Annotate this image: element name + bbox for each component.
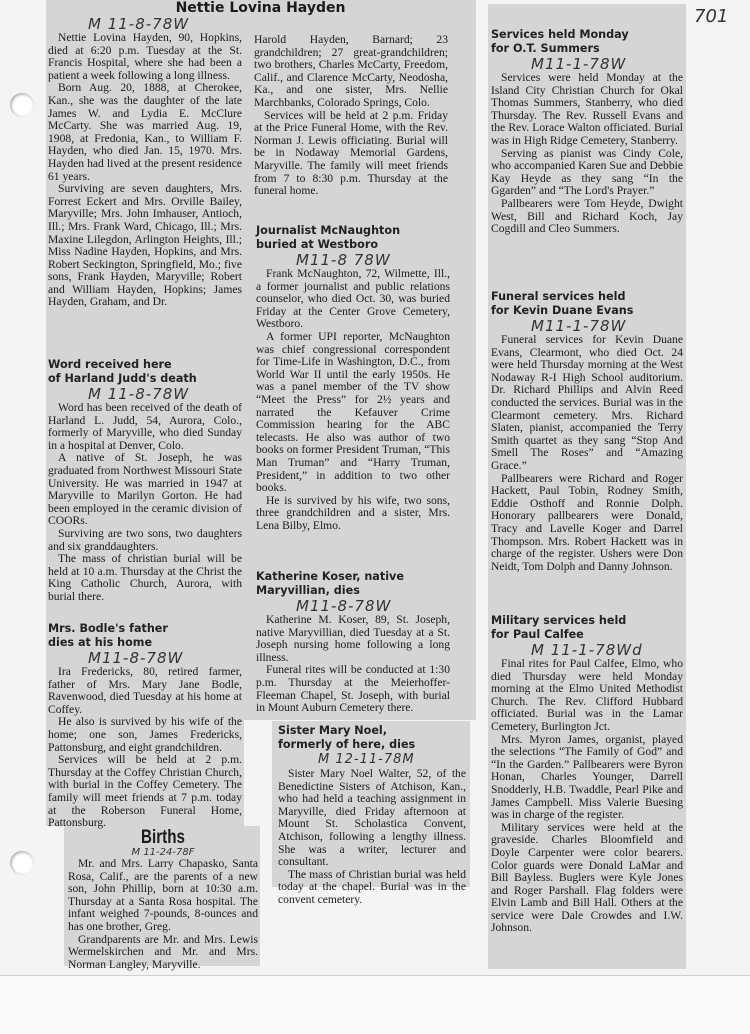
handwritten-note: M 12-11-78M <box>318 752 415 767</box>
article-evans <box>491 290 683 573</box>
paragraph: The mass of Christian burial was held today at the chapel. Burial was in the convent cemetery. <box>278 867 466 906</box>
paragraph: Services were held Monday at the Island City Christian Church for Okal Thomas Summers, Stanberry, who died Thursday. The Rev. Russell Evans and the Rev. Lorace Walton officiated. Burial was in High Ridge Cemetery, Stanberry. <box>491 71 683 147</box>
handwritten-note: M 11-8-78W <box>88 15 190 33</box>
headline: for Paul Calfee <box>491 628 584 641</box>
article-births <box>68 828 258 971</box>
handwritten-note: M 11-1-78Wd <box>531 641 643 659</box>
headline: Military services held <box>491 614 627 627</box>
paragraph: Nettie Lovina Hayden, 90, Hopkins, died at 6:20 p.m. Tuesday at the St. Francis Hospital, where she had been a patient a week following a long illness. <box>48 31 242 82</box>
paragraph: Born Aug. 20, 1888, at Cherokee, Kan., she was the daughter of the late James W. and Lydia E. McClure McCarty. She was married Aug. 19, 1908, at Fredonia, Kan., to William F. Hayden, who died Jan. 15, 1970. Mrs. Hayden had lived at the present residence 61 years. <box>48 81 242 183</box>
headline: for Kevin Duane Evans <box>491 304 634 317</box>
paragraph: Surviving are seven daughters, Mrs. Forrest Eckert and Mrs. Orville Bailey, Maryville; Mrs. John Imhauser, Antioch, Ill.; Mrs. Frank Ward, Chicago, Ill.; Mrs. Maxine Lilegdon, Arlington Heights, Ill.; Miss Nadine Hayden, Hopkins, and Mrs. Robert Seckington, Springfield, Mo.; five sons, Frank Hayden, Maryville; Robert and William Hayden, Hopkins; James Hayden, Graham, and Dr. <box>48 182 242 309</box>
paragraph: Final rites for Paul Calfee, Elmo, who died Thursday were held Monday morning at the Elmo United Methodist Church. The Rev. Clifford Hubbard officiated. Burial was in the Lamar Cemetery, Burlington Jct. <box>491 657 683 733</box>
paragraph: Services will be held at 2 p.m. Friday at the Price Funeral Home, with the Rev. Norman J. Lewis officiating. Burial will be in Nodaway Memorial Gardens, Maryville. The family will meet friends from 7 to 8:30 p.m. Thursday at the funeral home. <box>254 108 448 198</box>
headline: Katherine Koser, native <box>256 570 404 583</box>
article-bodle <box>48 622 242 830</box>
headline: Funeral services held <box>491 290 626 303</box>
paragraph: Military services were held at the graveside. Charles Bloomfield and Doyle Carpenter were color bearers. Color guards were Donald LaMar and Bill Bayless. Buglers were Kyle Jones and Roger Parshall. Flag folders were Elvin Lamb and Bill Hall. Others at the service were Dale Crowdes and I.W. Johnson. <box>491 820 683 935</box>
paragraph: A native of St. Joseph, he was graduated from Northwest Missouri State University. He was married in 1947 at Maryville to Marilyn Gorton. He had been employed in the ceramic division of COORs. <box>48 451 242 528</box>
paragraph: Ira Fredericks, 80, retired farmer, father of Mrs. Mary Jane Bodle, Ravenwood, died Tuesday at his home at Coffey. <box>48 665 242 716</box>
headline: Sister Mary Noel, <box>278 724 388 737</box>
paragraph: He is survived by his wife, two sons, three grandchildren and a sister, Mrs. Lena Bilby, Elmo. <box>256 493 450 532</box>
article-hayden <box>48 16 242 309</box>
headline: buried at Westboro <box>256 238 379 251</box>
headline: dies at his home <box>48 636 153 649</box>
paragraph: Katherine M. Koser, 89, St. Joseph, native Maryvillian, died Tuesday at a St. Joseph nursing home following a long illness. <box>256 613 450 664</box>
headline: for O.T. Summers <box>491 42 600 55</box>
headline: Services held Monday <box>491 28 629 41</box>
handwritten-note: M11-1-78W <box>531 317 627 335</box>
obituary-title: Nettie Lovina Hayden <box>175 0 346 16</box>
headline: of Harland Judd's death <box>48 372 197 385</box>
article-koser <box>256 570 450 715</box>
punch-hole-icon <box>10 851 34 875</box>
paragraph: Pallbearers were Tom Heyde, Dwight West, Bill and Richard Koch, Jay Cogdill and Cleo Summers. <box>491 196 683 236</box>
paragraph: Frank McNaughton, 72, Wilmette, Ill., a former journalist and public relations counselor, who died Oct. 30, was buried Friday at the Center Grove Cemetery, Westboro. <box>256 267 450 331</box>
paragraph: Mrs. Myron James, organist, played the selections “The Family of God” and “In the Garden.” Pallbearers were Byron Honan, Charles Younger, Darrell Snodderly, H.B. Twaddle, Pearl Pike and James Campbell. Miss Valerie Buesing was in charge of the register. <box>491 732 683 822</box>
paragraph: Sister Mary Noel Walter, 52, of the Benedictine Sisters of Atchison, Kan., who had held a teaching assignment in Maryville, died Friday afternoon at Mount St. Scholastica Convent, Atchison, following a lengthy illness. She was a writer, lecturer and consultant. <box>278 767 466 869</box>
paragraph: He also is survived by his wife of the home; one son, James Fredericks, Pattonsburg, and eight grandchildren. <box>48 715 242 754</box>
article-hayden-continued <box>254 34 448 198</box>
article-judd <box>48 358 242 604</box>
headline: Maryvillian, dies <box>256 584 360 597</box>
paragraph: Harold Hayden, Barnard; 23 grandchildren; 27 great-grandchildren; two brothers, Charles McCarty, Freedom, Calif., and Clarence McCarty, Neodosha, Ka., and one sister, Mrs. Nellie Marchbanks, Colorado Springs, Colo. <box>254 33 448 109</box>
headline: formerly of here, dies <box>278 738 416 751</box>
paragraph: Pallbearers were Richard and Roger Hackett, Paul Tobin, Rodney Smith, Eddie Osthoff and Ronnie Dolph. Honorary pallbearers were Donald, Tracy and Lavelle Koger and Darrel Thompson. Mrs. Robert Hackett was in charge of the register. Ushers were Don Neidt, Tom Dolph and Danny Johnson. <box>491 471 683 573</box>
article-noel <box>278 724 466 907</box>
handwritten-note: M11-8-78W <box>88 649 184 667</box>
paragraph: Mr. and Mrs. Larry Chapasko, Santa Rosa, Calif., are the parents of a new son, John Phillip, born at 10:30 a.m. Thursday at a Santa Rosa hospital. The infant weighed 7-pounds, 8-ounces and has one brother, Greg. <box>68 857 258 933</box>
handwritten-note: M 11-24-78F <box>131 847 195 858</box>
punch-hole-icon <box>10 93 34 117</box>
handwritten-note: M11-8-78W <box>296 597 392 615</box>
page-bottom-margin <box>0 975 750 1034</box>
handwritten-note: M11-1-78W <box>531 55 627 73</box>
article-mcnaughton <box>256 224 450 532</box>
headline: Journalist McNaughton <box>256 224 401 237</box>
births-title: Births <box>141 827 185 848</box>
paragraph: Word has been received of the death of Harland L. Judd, 54, Aurora, Colo., formerly of Maryville, who died Sunday in a hospital at Denver, Colo. <box>48 401 242 452</box>
paragraph: Funeral rites will be conducted at 1:30 p.m. Thursday at the Meierhoffer-Fleeman Chapel, St. Joseph, with burial in Mount Auburn Cemetery there. <box>256 663 450 715</box>
handwritten-note: M 11-8-78W <box>88 385 190 403</box>
headline: Mrs. Bodle's father <box>48 622 168 635</box>
paragraph: Funeral services for Kevin Duane Evans, Clearmont, who died Oct. 24 were held Thursday morning at the West Nodaway R-I High School auditorium. Dr. Richard Phillips and Alvin Reed conducted the services. Burial was in the Clearmont cemetery. Mrs. Richard Slaten, pianist, accompanied the Terry Smith quartet as they sang “Stop And Smell The Roses” and “Amazing Grace.” <box>491 333 683 472</box>
handwritten-note: M11-8 78W <box>296 251 391 269</box>
headline: Word received here <box>48 358 172 371</box>
paragraph: Grandparents are Mr. and Mrs. Lewis Wermelskirchen and Mr. and Mrs. Norman Langley, Maryville. <box>68 932 258 971</box>
paragraph: Serving as pianist was Cindy Cole, who accompanied Karen Sue and Debbie Kay Heyde as they sang “In the Ggarden” and “The Lord's Prayer.” <box>491 146 683 198</box>
paragraph: The mass of christian burial will be held at 10 a.m. Thursday at the Christ the King Catholic Church, Aurora, with burial there. <box>48 552 242 603</box>
paragraph: A former UPI reporter, McNaughton was chief congressional correspondent for Time-Life in Washington, D.C., from World War II until the early 1950s. He was a panel member of the TV show “Meet the Press” for 2½ years and narrated the Kefauver Crime Commission hearing for the ABC telecasts. He also was author of two books on former President Truman, “This Man Truman” and “Harry Truman, President,” in addition to two other books. <box>256 329 450 495</box>
paragraph: Services will be held at 2 p.m. Thursday at the Coffey Christian Church, with burial in the Coffey Cemetery. The family will meet friends at 7 p.m. today at the Roberson Funeral Home, Pattonsburg. <box>48 753 242 830</box>
page-number: 701 <box>694 6 729 27</box>
article-summers <box>491 28 683 236</box>
paragraph: Surviving are two sons, two daughters and six granddaughters. <box>48 526 242 553</box>
article-calfee <box>491 614 683 935</box>
